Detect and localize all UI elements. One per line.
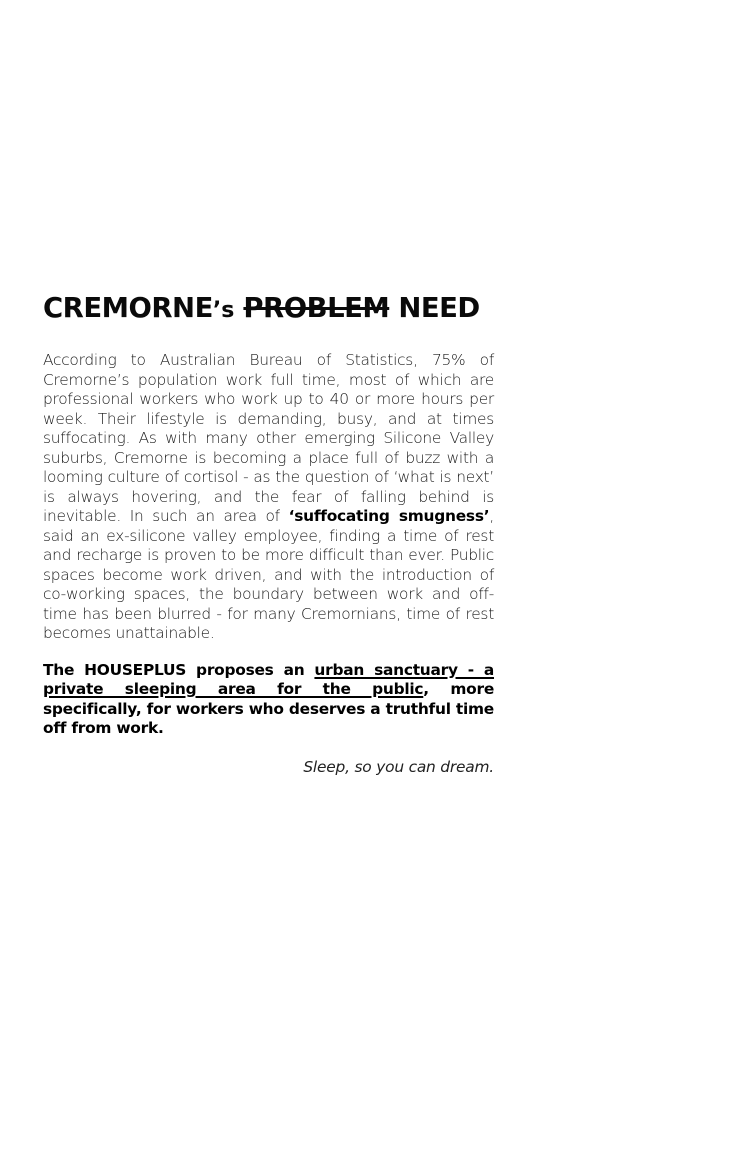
proposal-paragraph xyxy=(43,661,494,739)
intro-paragraph xyxy=(43,351,494,644)
article xyxy=(43,288,494,777)
page-title xyxy=(43,288,494,331)
proposal-lead: The HOUSEPLUS proposes xyxy=(43,660,284,679)
paragraph-text-before: According to Australian Bureau of Statistics, 75% of Cremorne’s population work full time, most of which are professional workers who work up to 40 or more hours per week. Their lifestyle is demanding, busy, and at times suffocating. As with many other emerging Silicone Valley suburbs, Cremorne is becoming a place full of buzz with a looming culture of cortisol - as the question of ‘what is next’ is always hovering, and the fear of falling behind is inevitable. In such an area of xyxy=(43,351,494,525)
paragraph-text-after: , said an ex-silicone valley employee, finding a time of rest and recharge is proven to be more difficult than ever. Public spaces become work driven, and with the introduction of co-working spaces, the boundary between work and off-time has been blurred - for many Cremornians, time of rest becomes unattainable. xyxy=(43,507,495,642)
proposal-rest: more specifically, for workers who deserves a truthful time off from work. xyxy=(43,680,495,737)
title-possessive: ’s xyxy=(212,298,235,323)
tagline: Sleep, so you can dream. xyxy=(303,757,494,776)
proposal-highlight: urban sanctuary - a private sleeping area for the public xyxy=(43,660,495,698)
paragraph-emphasis: ‘suffocating smugness’ xyxy=(288,507,490,525)
title-need: NEED xyxy=(398,292,480,324)
proposal-an: an xyxy=(283,660,315,679)
proposal-comma: , xyxy=(423,680,429,698)
title-cremorne: CREMORNE xyxy=(43,292,213,324)
title-struck-word: PROBLEM xyxy=(243,292,390,324)
